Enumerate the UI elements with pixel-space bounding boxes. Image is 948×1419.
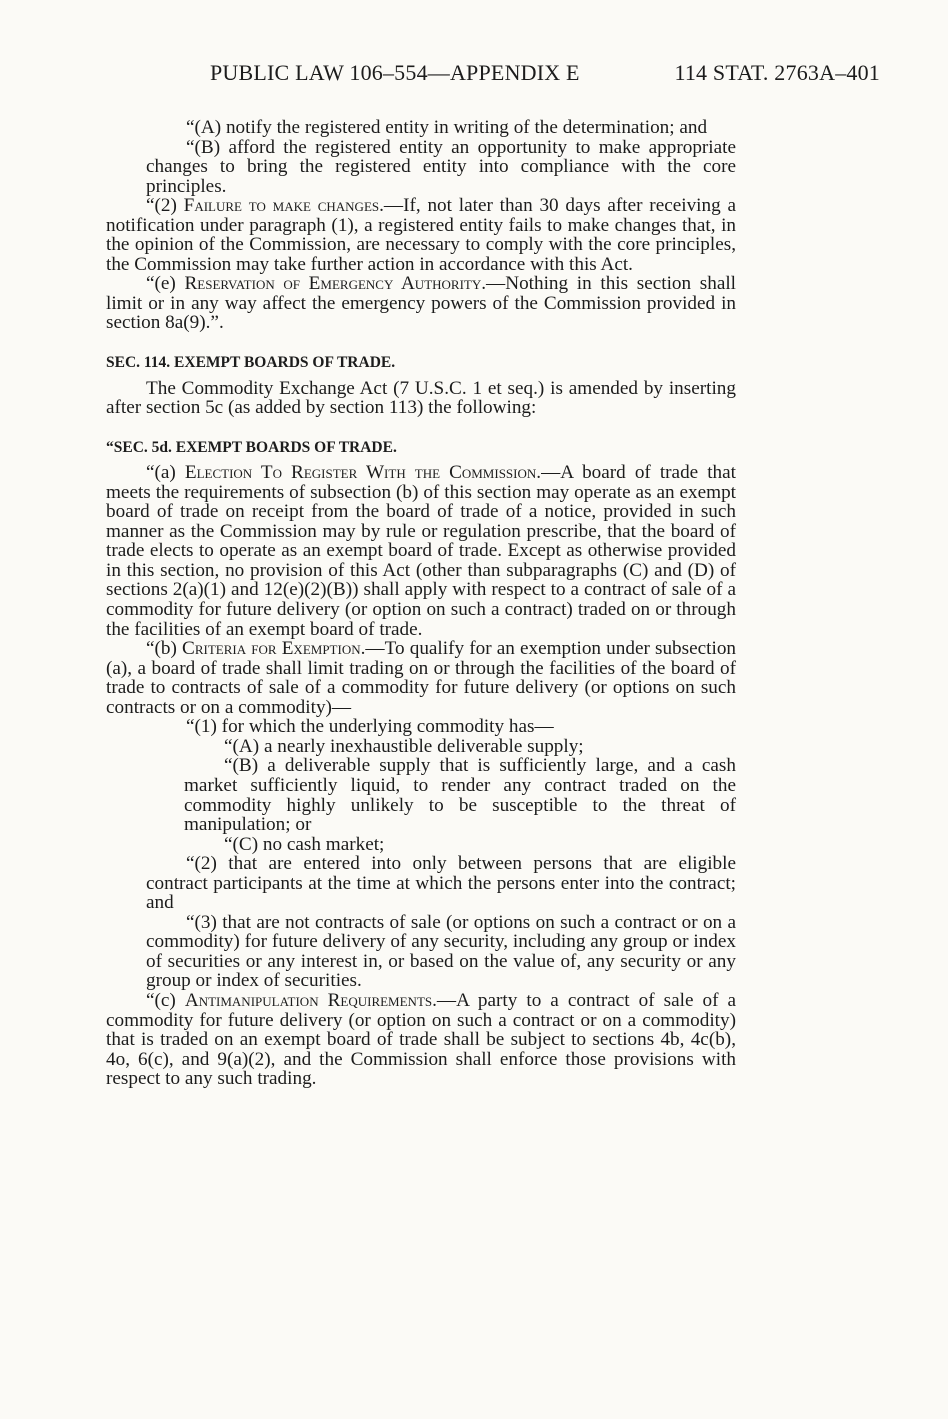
paragraph-text: .—Nothing in this section shall limit or in any way affect the emergency powers of the Commission provided in section 8a(9).”.	[106, 273, 736, 334]
paragraph: “(C) no cash market;	[224, 833, 385, 855]
paragraph: “(A) notify the registered entity in writing of the determination; and	[186, 117, 708, 138]
paragraph: “(2) that are entered into only between persons that are eligible contract participants at the time at which the persons enter into the contract; and	[146, 853, 736, 914]
paragraph	[106, 639, 736, 717]
page-header	[210, 60, 880, 86]
running-head: PUBLIC LAW 106–554—APPENDIX E	[210, 60, 580, 85]
paragraph: “(A) a nearly inexhaustible deliverable supply;	[224, 735, 584, 757]
paragraph-lead: “(e)	[146, 273, 185, 295]
paragraph: “(B) a deliverable supply that is sufficiently large, and a cash market sufficiently liquid, to render any contract traded on the commodity highly unlikely to be susceptible to the threat of manipulation; or	[184, 755, 736, 836]
section-heading: SEC. 114. EXEMPT BOARDS OF TRADE.	[106, 354, 396, 372]
paragraph-text: .—A board of trade that meets the requirements of subsection (b) of this section may operate as an exempt board of trade on receipt from the board of trade of a notice, provided in such manner as the Commission may by rule or regulation prescribe, that the board of trade elects to operate as an exempt board of trade. Except as otherwise provided in this section, no provision of this Act (other than subparagraphs (C) and (D) of sections 2(a)(1) and 12(e)(2)(B)) shall apply with respect to a contract of sale of a commodity for future delivery (or option on such a contract) traded on or through the facilities of an exempt board of trade.	[106, 462, 736, 640]
page-body	[106, 118, 736, 1089]
paragraph-heading: Failure to make changes	[183, 195, 380, 217]
statute-page-number: 114 STAT. 2763A–401	[674, 60, 880, 85]
paragraph-text: .—If, not later than 30 days after receiving a notification under paragraph (1), a registered entity fails to make changes that, in the opinion of the Commission, are necessary to comply with the core principles, the Commission may take further action in accordance with this Act.	[106, 195, 736, 275]
paragraph	[106, 463, 736, 639]
paragraph: “(3) that are not contracts of sale (or options on such a contract or on a commodity) for future delivery of any security, including any group or index of securities or any interest in, or based on the value of, any security or any group or index of securities.	[146, 911, 736, 992]
paragraph	[106, 196, 736, 274]
paragraph	[106, 274, 736, 333]
paragraph: The Commodity Exchange Act (7 U.S.C. 1 et seq.) is amended by inserting after section 5c (as added by section 113) the following:	[106, 377, 736, 419]
paragraph-lead: “(b)	[146, 638, 183, 660]
paragraph-text: .—A party to a contract of sale of a commodity for future delivery (or option on such a contract or on a commodity) that is traded on an exempt board of trade shall be subject to sections 4b, 4c(b), 4o, 6(c), and 9(a)(2), and the Commission shall enforce those provisions with respect to any such trading.	[106, 989, 737, 1090]
paragraph-heading: Election To Register With the Commission	[184, 462, 537, 484]
paragraph: “(B) afford the registered entity an opportunity to make appropriate changes to bring the registered entity into compliance with the core principles.	[146, 136, 736, 197]
paragraph-heading: Criteria for Exemption	[182, 638, 361, 660]
paragraph-lead: “(c)	[146, 989, 185, 1011]
paragraph-lead: “(2)	[146, 195, 184, 217]
paragraph	[106, 991, 736, 1089]
paragraph-heading: Antimanipulation Requirements	[184, 989, 433, 1011]
paragraph-text: .—To qualify for an exemption under subsection (a), a board of trade shall limit trading on or through the facilities of the board of trade to contracts of sale of a commodity for future delivery (or options on such contracts or on a commodity)—	[106, 638, 737, 718]
section-heading: “SEC. 5d. EXEMPT BOARDS OF TRADE.	[106, 438, 397, 456]
paragraph-lead: “(a)	[146, 462, 185, 484]
paragraph: “(1) for which the underlying commodity has—	[186, 716, 554, 738]
paragraph-heading: Reservation of Emergency Authority	[184, 273, 482, 295]
